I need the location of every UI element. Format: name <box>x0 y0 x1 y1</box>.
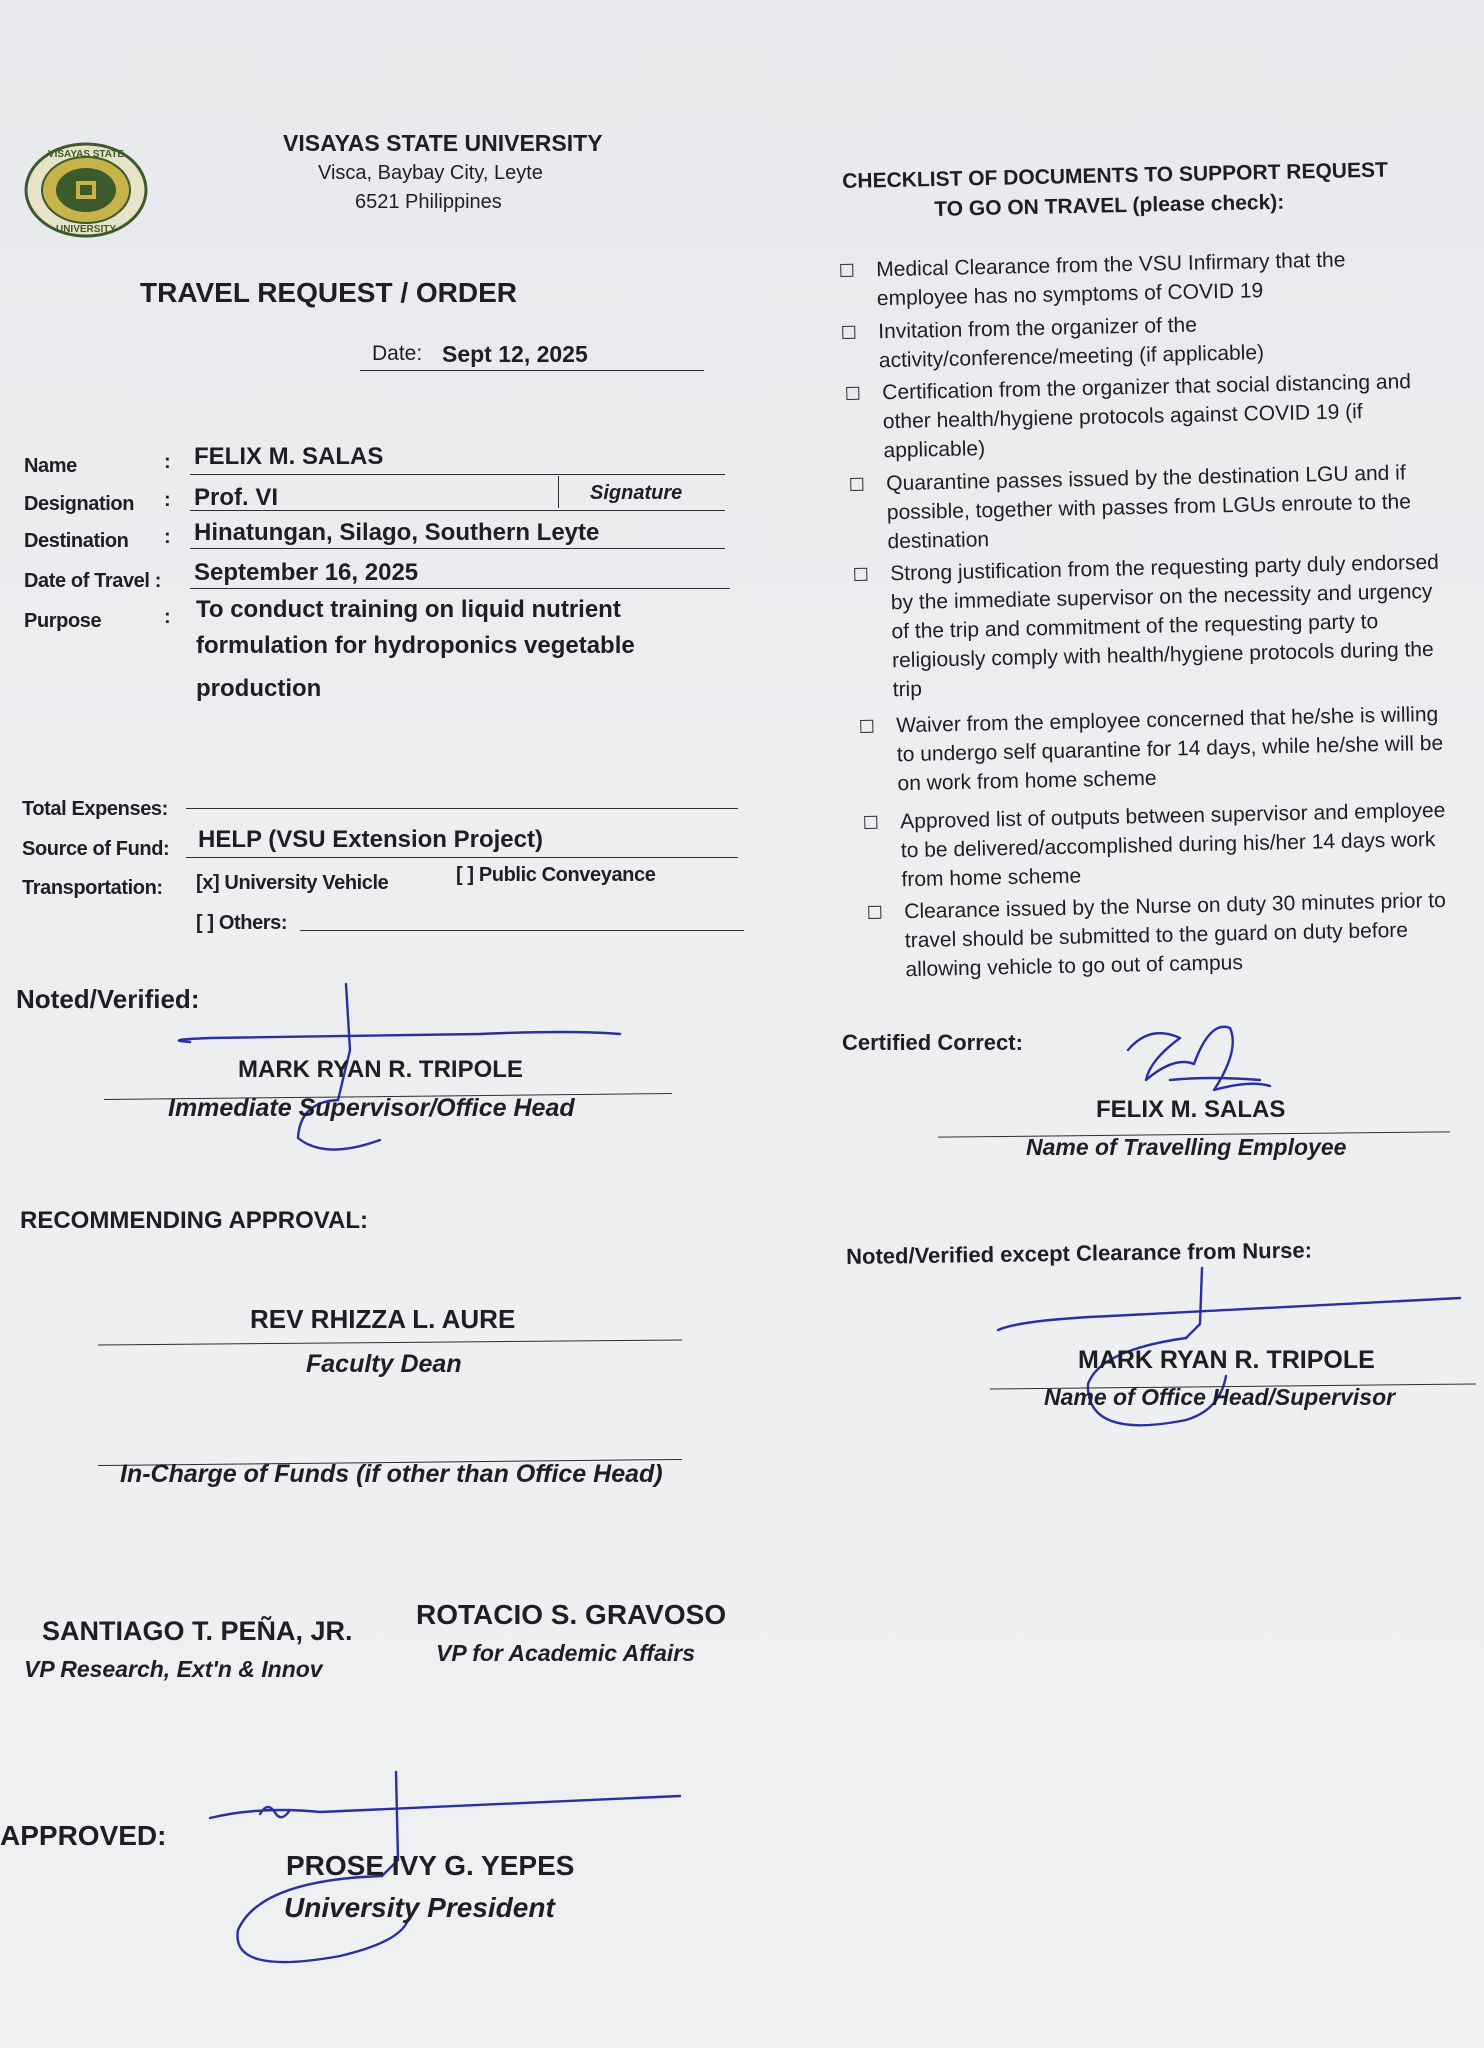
approved-name: PROSE IVY G. YEPES <box>286 1850 575 1881</box>
signature-label: Signature <box>590 482 683 504</box>
noted-verified-heading: Noted/Verified: <box>16 984 200 1014</box>
checklist-item-waiver[interactable]: Waiver from the employee concerned that he/she is willing to undergo self quarantine for 14 days, while he/she will be on work from home scheme <box>860 700 1452 799</box>
noted-except-name: MARK RYAN R. TRIPOLE <box>1078 1346 1375 1374</box>
name-underline <box>190 474 725 475</box>
destination-value: Hinatungan, Silago, Southern Leyte <box>194 519 600 546</box>
checklist-item-medical[interactable]: Medical Clearance from the VSU Infirmary that the employee has no symptoms of COVID 19 <box>840 244 1431 314</box>
recommending-title: Faculty Dean <box>306 1350 462 1378</box>
source-of-fund-underline <box>186 857 738 858</box>
checklist-item-invitation[interactable]: Invitation from the organizer of the activity/conference/meeting (if applicable) <box>842 306 1403 376</box>
designation-label: Designation <box>24 493 135 515</box>
checkbox-justification[interactable] <box>854 568 867 581</box>
signature-divider <box>558 476 559 508</box>
checkbox-nurse-clearance[interactable] <box>868 906 881 919</box>
certified-title: Name of Travelling Employee <box>1026 1134 1347 1160</box>
name-label: Name <box>24 455 77 477</box>
date-of-travel-underline <box>190 588 730 589</box>
svg-text:VISAYAS STATE: VISAYAS STATE <box>47 149 125 160</box>
designation-underline <box>190 510 725 511</box>
date-of-travel-label: Date of Travel : <box>24 570 161 592</box>
purpose-colon: : <box>164 606 171 628</box>
date-underline <box>360 370 704 371</box>
destination-label: Destination <box>24 530 129 552</box>
transport-public-conveyance[interactable]: [ ] Public Conveyance <box>456 864 656 886</box>
university-address: Visca, Baybay City, Leyte <box>318 162 543 184</box>
recommending-heading: RECOMMENDING APPROVAL: <box>20 1207 368 1234</box>
vp-research-title: VP Research, Ext'n & Innov <box>24 1656 323 1682</box>
checklist-item-justification[interactable]: Strong justification from the requesting party duly endorsed by the immediate supervisor on the necessity and urgency of the trip and commitment of the requesting party to religiously comply with health/hygiene protocols during the trip <box>854 547 1457 705</box>
recommending-underline <box>98 1339 682 1345</box>
university-name: VISAYAS STATE UNIVERSITY <box>283 130 603 156</box>
transport-university-vehicle[interactable]: [x] University Vehicle <box>196 872 389 894</box>
destination-colon: : <box>164 526 171 548</box>
approved-title: University President <box>284 1892 555 1923</box>
purpose-line-1: To conduct training on liquid nutrient <box>196 596 621 623</box>
checklist-item-quarantine[interactable]: Quarantine passes issued by the destination LGU and if possible, together with passes from LGUs enroute to the destination <box>850 458 1442 557</box>
recommending-name: REV RHIZZA L. AURE <box>250 1304 516 1334</box>
destination-underline <box>190 548 725 549</box>
checkbox-waiver[interactable] <box>860 720 873 733</box>
funds-title: In-Charge of Funds (if other than Office Head) <box>120 1460 663 1488</box>
checklist-heading-1: CHECKLIST OF DOCUMENTS TO SUPPORT REQUEST <box>842 158 1389 193</box>
checklist-item-nurse-clearance[interactable]: Clearance issued by the Nurse on duty 30 minutes prior to travel should be submitted to the guard on duty before allowing vehicle to go out of campus <box>868 885 1470 985</box>
designation-value: Prof. VI <box>194 484 279 511</box>
date-label: Date: <box>372 342 423 365</box>
noted-except-heading: Noted/Verified except Clearance from Nurse: <box>846 1237 1313 1269</box>
checkbox-certification[interactable] <box>846 387 859 400</box>
transport-others-underline <box>300 930 744 931</box>
checklist-item-certification[interactable]: Certification from the organizer that social distancing and other health/hygiene protocols against COVID 19 (if applicable) <box>846 367 1418 466</box>
source-of-fund-label: Source of Fund: <box>22 838 170 860</box>
svg-text:UNIVERSITY: UNIVERSITY <box>55 224 117 235</box>
noted-verified-name: MARK RYAN R. TRIPOLE <box>238 1056 523 1083</box>
vp-research-name: SANTIAGO T. PEÑA, JR. <box>42 1616 353 1646</box>
name-colon: : <box>164 451 171 473</box>
approved-heading: APPROVED: <box>0 1820 167 1851</box>
designation-colon: : <box>164 489 171 511</box>
vp-academic-title: VP for Academic Affairs <box>436 1640 696 1666</box>
date-value: Sept 12, 2025 <box>442 341 588 367</box>
vp-academic-name: ROTACIO S. GRAVOSO <box>416 1599 727 1630</box>
purpose-line-3: production <box>196 675 322 702</box>
checklist-item-outputs[interactable]: Approved list of outputs between supervisor and employee to be delivered/accomplished during his/her 14 days work from home scheme <box>864 796 1456 895</box>
noted-verified-title: Immediate Supervisor/Office Head <box>168 1094 575 1122</box>
checkbox-medical[interactable] <box>840 264 853 277</box>
checkbox-invitation[interactable] <box>842 326 855 339</box>
source-of-fund-value: HELP (VSU Extension Project) <box>198 826 543 853</box>
transportation-label: Transportation: <box>22 877 163 899</box>
form-title: TRAVEL REQUEST / ORDER <box>140 277 518 308</box>
total-expenses-label: Total Expenses: <box>22 798 168 820</box>
university-postal: 6521 Philippines <box>355 191 502 213</box>
checkbox-quarantine[interactable] <box>850 478 863 491</box>
purpose-line-2: formulation for hydroponics vegetable <box>196 632 635 659</box>
total-expenses-underline <box>186 808 738 809</box>
university-seal <box>22 140 150 240</box>
purpose-label: Purpose <box>24 610 102 632</box>
noted-except-title: Name of Office Head/Supervisor <box>1044 1384 1396 1410</box>
certified-heading: Certified Correct: <box>842 1030 1023 1055</box>
checklist-heading-2: TO GO ON TRAVEL (please check): <box>934 190 1285 221</box>
name-value: FELIX M. SALAS <box>194 443 384 470</box>
date-of-travel-value: September 16, 2025 <box>194 559 419 586</box>
transport-others[interactable]: [ ] Others: <box>196 912 288 934</box>
checkbox-outputs[interactable] <box>864 816 877 829</box>
certified-name: FELIX M. SALAS <box>1096 1096 1286 1123</box>
